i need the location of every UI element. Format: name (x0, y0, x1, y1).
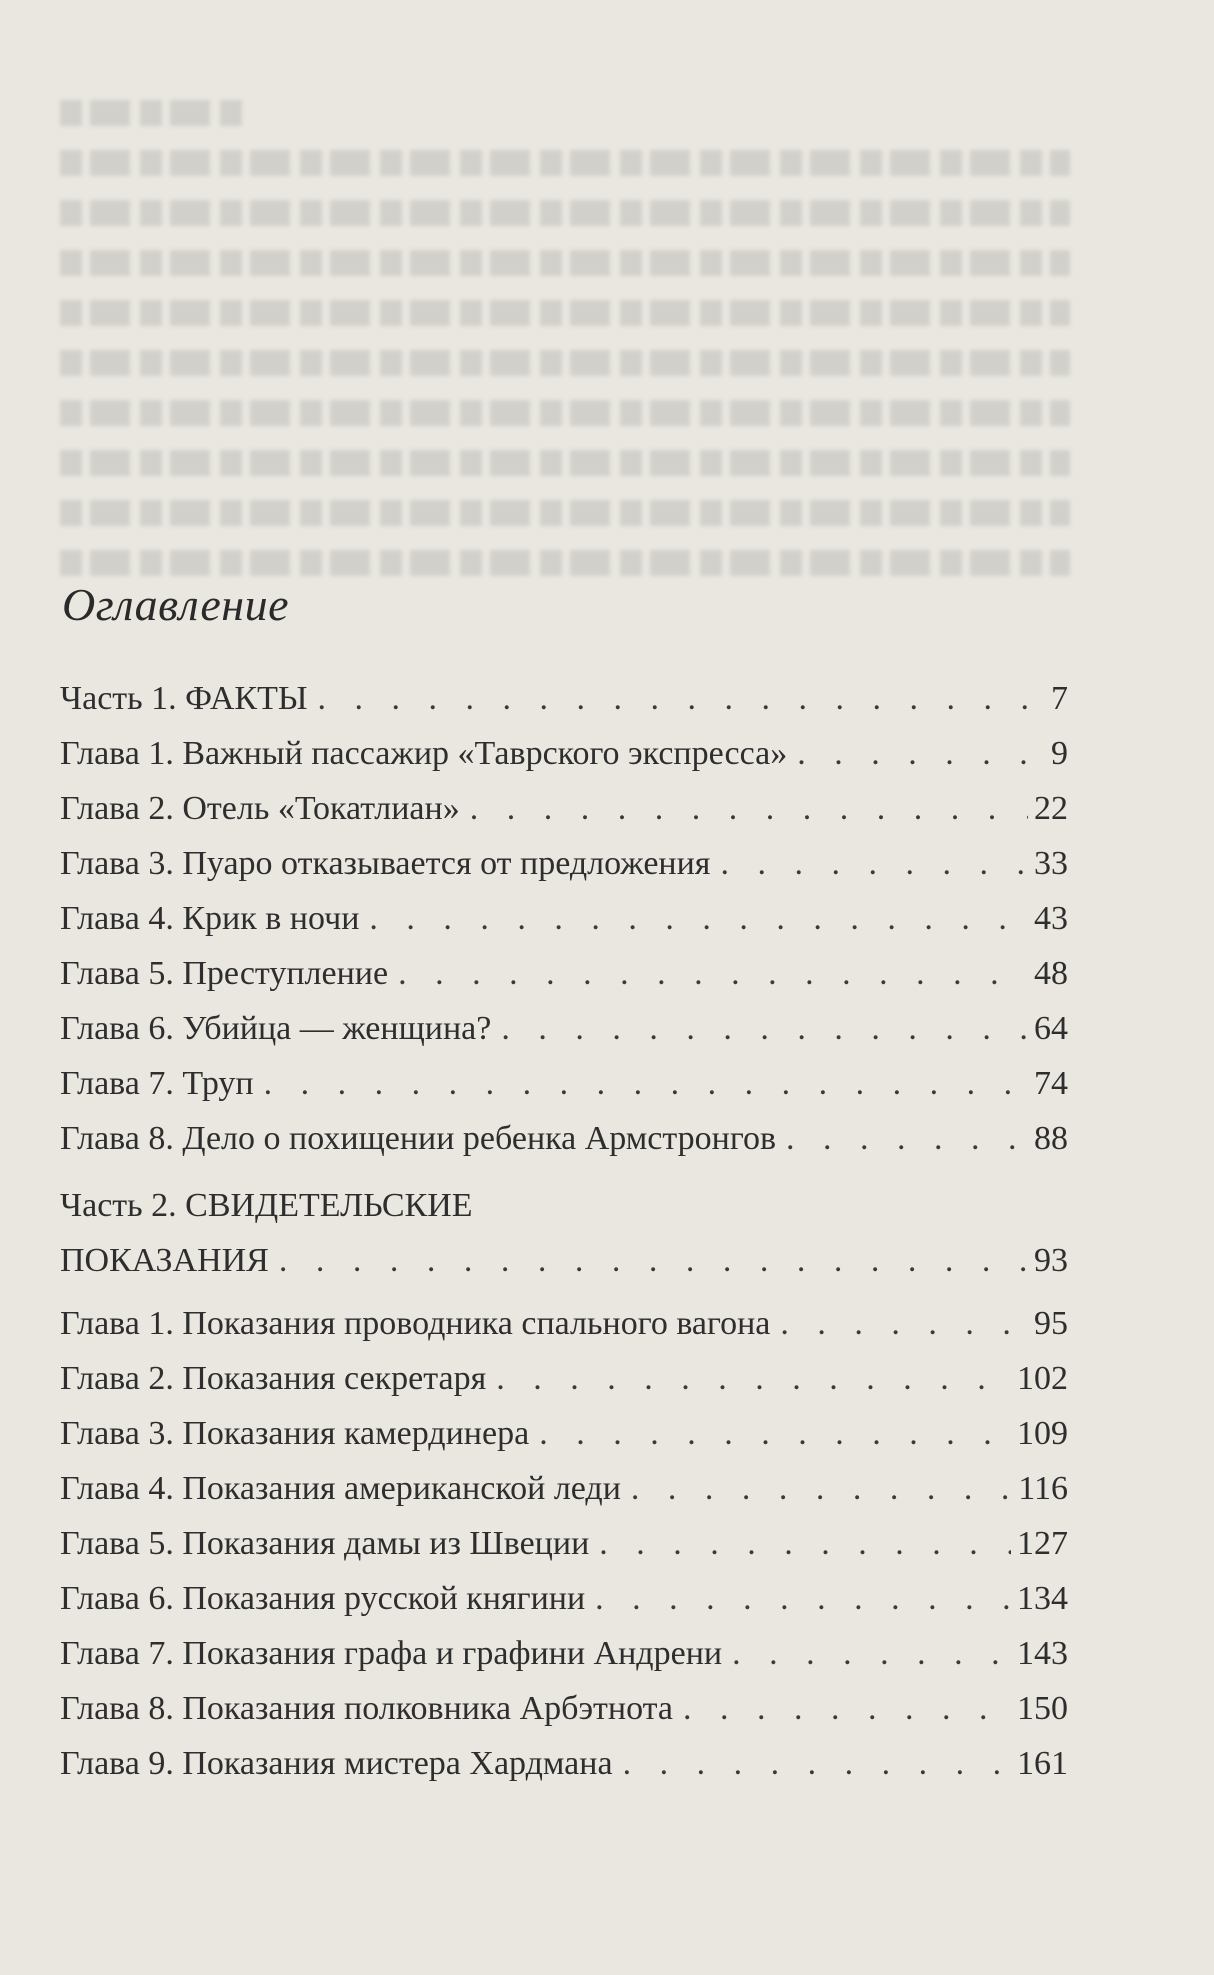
dot-leader (539, 1406, 1011, 1461)
dot-leader (369, 891, 1028, 946)
toc-chapter (60, 1406, 1068, 1461)
dot-leader (501, 1001, 1028, 1056)
bleed-through-text (60, 100, 1070, 640)
toc-page-number: 88 (1034, 1120, 1068, 1157)
toc-label: Глава 9. Показания мистера Хардмана (60, 1745, 613, 1782)
toc-chapter (60, 1351, 1068, 1406)
toc-page-number: 74 (1034, 1065, 1068, 1102)
toc-page-number: 48 (1034, 955, 1068, 992)
dot-leader (470, 781, 1028, 836)
toc-page-number: 64 (1034, 1010, 1068, 1047)
toc-label: Глава 1. Показания проводника спального вагона (60, 1305, 771, 1342)
toc-page-number: 150 (1017, 1690, 1068, 1727)
toc-page-number: 43 (1034, 900, 1068, 937)
spacer (60, 1166, 1068, 1178)
toc-label: Глава 6. Показания русской княгини (60, 1580, 586, 1617)
dot-leader (720, 836, 1028, 891)
dot-leader (264, 1056, 1028, 1111)
spacer (60, 1288, 1068, 1296)
toc-label: Глава 8. Дело о похищении ребенка Армстронгов (60, 1120, 777, 1157)
toc-chapter (60, 1516, 1068, 1571)
toc-page-number: 143 (1017, 1635, 1068, 1672)
toc-part-2-line1: Часть 2. СВИДЕТЕЛЬСКИЕ (60, 1187, 473, 1224)
toc-page-number: 116 (1018, 1470, 1068, 1507)
toc-page-number: 134 (1017, 1580, 1068, 1617)
toc-label: Глава 8. Показания полковника Арбэтнота (60, 1690, 674, 1727)
toc-part-2 (60, 1233, 1068, 1288)
dot-leader (318, 671, 1045, 726)
dot-leader (631, 1461, 1012, 1516)
toc-chapter (60, 1296, 1068, 1351)
toc-page-number: 7 (1051, 680, 1068, 717)
table-of-contents (60, 578, 1068, 1791)
toc-page-number: 9 (1051, 735, 1068, 772)
toc-label: Глава 6. Убийца — женщина? (60, 1010, 492, 1047)
toc-label: Глава 7. Показания графа и графини Андрени (60, 1635, 723, 1672)
toc-label: Глава 4. Показания американской леди (60, 1470, 621, 1507)
dot-leader (398, 946, 1028, 1001)
toc-page-number: 161 (1017, 1745, 1068, 1782)
toc-label: ПОКАЗАНИЯ (60, 1242, 269, 1279)
dot-leader (683, 1681, 1011, 1736)
toc-chapter (60, 1736, 1068, 1791)
toc-page-number: 93 (1034, 1242, 1068, 1279)
page-title: Оглавление (62, 579, 290, 630)
toc-chapter (60, 726, 1068, 781)
toc-chapter (60, 1626, 1068, 1681)
toc-label: Глава 5. Показания дамы из Швеции (60, 1525, 590, 1562)
toc-label: Глава 7. Труп (60, 1065, 254, 1102)
toc-label: Глава 1. Важный пассажир «Таврского экспресса» (60, 735, 788, 772)
toc-page-number: 22 (1034, 790, 1068, 827)
toc-page-number: 102 (1017, 1360, 1068, 1397)
dot-leader (595, 1571, 1011, 1626)
toc-chapter (60, 781, 1068, 836)
toc-chapter (60, 946, 1068, 1001)
toc-chapter (60, 1571, 1068, 1626)
dot-leader (786, 1111, 1028, 1166)
dot-leader (732, 1626, 1011, 1681)
toc-label: Глава 5. Преступление (60, 955, 389, 992)
dot-leader (599, 1516, 1011, 1571)
toc-page-number: 109 (1017, 1415, 1068, 1452)
toc-label: Глава 3. Пуаро отказывается от предложения (60, 845, 711, 882)
toc-chapter (60, 1681, 1068, 1736)
toc-chapter (60, 891, 1068, 946)
toc-label: Часть 1. ФАКТЫ (60, 680, 308, 717)
dot-leader (780, 1296, 1028, 1351)
toc-label: Глава 2. Показания секретаря (60, 1360, 487, 1397)
toc-chapter (60, 836, 1068, 891)
toc-chapter (60, 1461, 1068, 1516)
toc-page-number: 127 (1017, 1525, 1068, 1562)
dot-leader (279, 1233, 1028, 1288)
toc-chapter (60, 1001, 1068, 1056)
dot-leader (797, 726, 1045, 781)
toc-page-number: 33 (1034, 845, 1068, 882)
toc-label: Глава 4. Крик в ночи (60, 900, 360, 937)
toc-label: Глава 3. Показания камердинера (60, 1415, 530, 1452)
dot-leader (623, 1736, 1011, 1791)
toc-page-number: 95 (1034, 1305, 1068, 1342)
toc-chapter (60, 1056, 1068, 1111)
toc-part-1 (60, 671, 1068, 726)
dot-leader (496, 1351, 1011, 1406)
toc-label: Глава 2. Отель «Токатлиан» (60, 790, 460, 827)
toc-chapter (60, 1111, 1068, 1166)
